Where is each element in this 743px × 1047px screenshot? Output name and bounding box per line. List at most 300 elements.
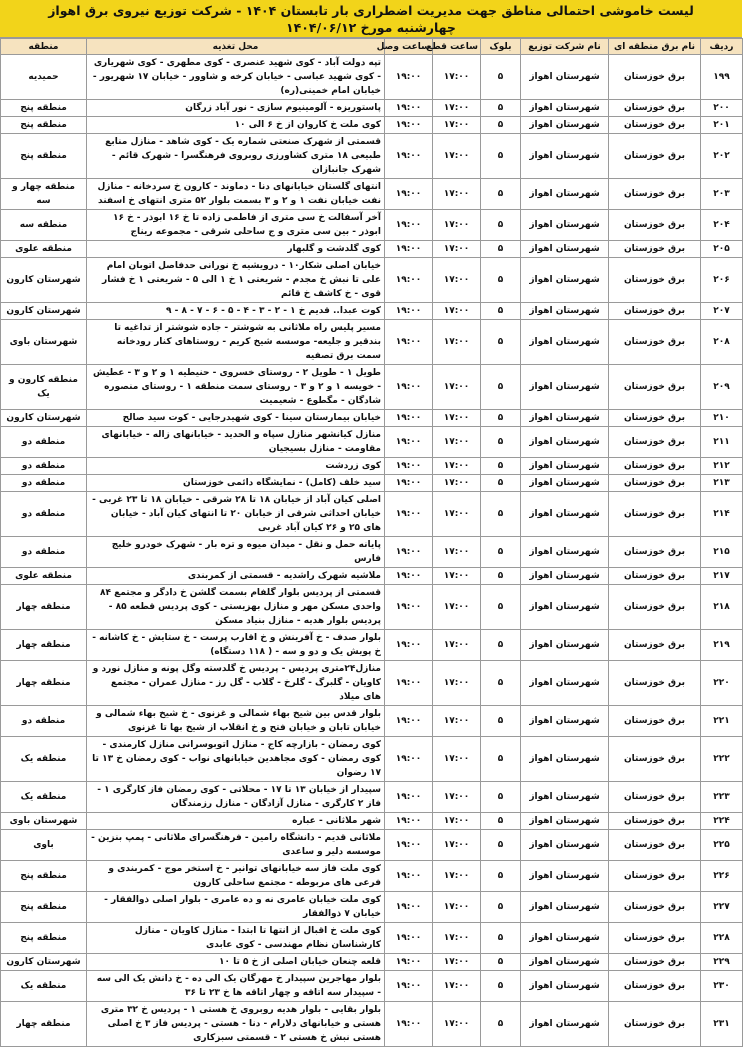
table-row: [1, 661, 743, 706]
cell-region: منطقه دو: [1, 427, 87, 458]
cell-row-number: ۲۰۰: [701, 100, 743, 117]
cell-regional-utility: برق خوزستان: [609, 117, 701, 134]
cell-region: منطقه چهار: [1, 661, 87, 706]
table-row: [1, 737, 743, 782]
cell-block: ۵: [481, 737, 521, 782]
cell-block: ۵: [481, 427, 521, 458]
cell-restore-time: ۱۹:۰۰: [385, 410, 433, 427]
cell-region: منطقه پنج: [1, 892, 87, 923]
cell-row-number: ۲۲۰: [701, 661, 743, 706]
cell-row-number: ۲۱۰: [701, 410, 743, 427]
cell-regional-utility: برق خوزستان: [609, 661, 701, 706]
cell-feed-location: تپه دولت آباد - کوی شهید عنصری - کوی مطهری - کوی شهریاری - کوی شهید عباسی - خیابان کرخه و شاوور - خیابان ۱۷ شهریور - خیابان امام خمینی(ره): [87, 55, 385, 100]
cell-distribution-company: شهرستان اهواز: [521, 892, 609, 923]
cell-region: منطقه یک: [1, 737, 87, 782]
cell-feed-location: قسمتی از شهرک صنعتی شماره یک - کوی شاهد - منازل منابع طبیعی ۱۸ متری کشاورزی روبروی فرهنگسرا - شهرک قائم - شهرک جانبازان: [87, 134, 385, 179]
col-header-region: منطقه: [1, 39, 87, 55]
cell-cut-time: ۱۷:۰۰: [433, 458, 481, 475]
cell-feed-location: سپیدار از خیابان ۱۳ تا ۱۷ - محلاتی - کوی رمضان فاز کارگری ۱ - فاز ۲ کارگری - منازل آزادگان - منازل رزمندگان: [87, 782, 385, 813]
cell-distribution-company: شهرستان اهواز: [521, 210, 609, 241]
cell-regional-utility: برق خوزستان: [609, 55, 701, 100]
table-row: [1, 365, 743, 410]
cell-regional-utility: برق خوزستان: [609, 568, 701, 585]
table-row: [1, 410, 743, 427]
cell-regional-utility: برق خوزستان: [609, 365, 701, 410]
cell-restore-time: ۱۹:۰۰: [385, 585, 433, 630]
cell-feed-location: کوی ملت خ کاروان از خ ۶ الی ۱۰: [87, 117, 385, 134]
table-row: [1, 830, 743, 861]
cell-cut-time: ۱۷:۰۰: [433, 241, 481, 258]
table-row: [1, 971, 743, 1002]
table-row: [1, 706, 743, 737]
table-row: [1, 100, 743, 117]
header-row: [1, 39, 743, 55]
cell-feed-location: بلوار بقایی - بلوار هدیه روبروی خ هستی ۱ - پردیس خ ۳۲ متری هستی و خیابانهای دلارام - دنا - هستی - پردیس فاز ۳ خ اصلی هستی نبش خ هستی ۲ - قسمتی سبزکاری: [87, 1002, 385, 1047]
cell-restore-time: ۱۹:۰۰: [385, 475, 433, 492]
table-row: [1, 210, 743, 241]
cell-distribution-company: شهرستان اهواز: [521, 971, 609, 1002]
cell-distribution-company: شهرستان اهواز: [521, 537, 609, 568]
cell-cut-time: ۱۷:۰۰: [433, 971, 481, 1002]
cell-row-number: ۲۱۵: [701, 537, 743, 568]
cell-block: ۵: [481, 55, 521, 100]
col-header-feed-location: محل تغذیه: [87, 39, 385, 55]
table-row: [1, 1002, 743, 1047]
cell-feed-location: ملاشیه شهرک راشدیه - قسمتی از کمربندی: [87, 568, 385, 585]
cell-region: منطقه پنج: [1, 134, 87, 179]
cell-feed-location: خیابان بیمارستان سینا - کوی شهیدرجایی - کوت سید صالح: [87, 410, 385, 427]
cell-row-number: ۲۲۷: [701, 892, 743, 923]
cell-restore-time: ۱۹:۰۰: [385, 923, 433, 954]
cell-region: منطقه علوی: [1, 568, 87, 585]
cell-block: ۵: [481, 830, 521, 861]
cell-restore-time: ۱۹:۰۰: [385, 813, 433, 830]
cell-distribution-company: شهرستان اهواز: [521, 923, 609, 954]
cell-region: شهرستان کارون: [1, 303, 87, 320]
table-row: [1, 179, 743, 210]
cell-cut-time: ۱۷:۰۰: [433, 830, 481, 861]
cell-row-number: ۱۹۹: [701, 55, 743, 100]
col-header-restore-time: ساعت وصل: [385, 39, 433, 55]
document-date: چهارشنبه مورخ ۱۴۰۴/۰۶/۱۲: [286, 20, 456, 35]
col-header-regional-utility: نام برق منطقه ای: [609, 39, 701, 55]
cell-regional-utility: برق خوزستان: [609, 892, 701, 923]
cell-block: ۵: [481, 320, 521, 365]
cell-distribution-company: شهرستان اهواز: [521, 1002, 609, 1047]
cell-block: ۵: [481, 630, 521, 661]
cell-feed-location: اصلی کیان آباد از خیابان ۱۸ تا ۲۸ شرقی - خیابان ۱۸ تا ۲۳ غربی - خیابان احداثی شرقی از خیابان ۲۰ تا انتهای کیان آباد - خیابان های ۲۵ و ۲۶ کیان آباد غربی: [87, 492, 385, 537]
cell-feed-location: انتهای گلستان خیابانهای دنا - دماوند - کارون خ سردخانه - منازل نفت خیابان نفت ۱ و ۲ و ۳ بسمت بلوار ۵۲ متری انتهای خ اسفند: [87, 179, 385, 210]
cell-block: ۵: [481, 661, 521, 706]
cell-row-number: ۲۰۳: [701, 179, 743, 210]
cell-regional-utility: برق خوزستان: [609, 427, 701, 458]
cell-block: ۵: [481, 303, 521, 320]
cell-restore-time: ۱۹:۰۰: [385, 954, 433, 971]
table-row: [1, 258, 743, 303]
cell-feed-location: شهر ملاثانی - عباره: [87, 813, 385, 830]
cell-distribution-company: شهرستان اهواز: [521, 458, 609, 475]
cell-row-number: ۲۱۷: [701, 568, 743, 585]
cell-cut-time: ۱۷:۰۰: [433, 661, 481, 706]
cell-region: منطقه سه: [1, 210, 87, 241]
cell-region: شهرستان باوی: [1, 320, 87, 365]
cell-block: ۵: [481, 706, 521, 737]
cell-region: منطقه دو: [1, 537, 87, 568]
cell-feed-location: منازل کیانشهر منازل سپاه و الحدید - خیابانهای زاله - خیابانهای مقاومت - منازل بسیجیان: [87, 427, 385, 458]
cell-feed-location: بلوار صدف - خ آفرینش و خ اقارب پرست - خ ستایش - خ کاشانه - خ پویش یک و دو و سه - ( ۱۱۸ دستگاه): [87, 630, 385, 661]
cell-cut-time: ۱۷:۰۰: [433, 117, 481, 134]
cell-block: ۵: [481, 210, 521, 241]
cell-region: منطقه چهار و سه: [1, 179, 87, 210]
cell-feed-location: کوی رمضان - بازارچه کاج - منازل اتوبوسرانی منازل کارمندی - کوی رمضان - کوی مجاهدین خیابانهای نواب - کوی رمضان خ ۱۳ تا ۱۷ رضوان: [87, 737, 385, 782]
cell-cut-time: ۱۷:۰۰: [433, 179, 481, 210]
cell-block: ۵: [481, 923, 521, 954]
cell-region: منطقه دو: [1, 706, 87, 737]
cell-row-number: ۲۲۳: [701, 782, 743, 813]
cell-distribution-company: شهرستان اهواز: [521, 568, 609, 585]
cell-region: شهرستان کارون: [1, 410, 87, 427]
cell-block: ۵: [481, 971, 521, 1002]
cell-regional-utility: برق خوزستان: [609, 475, 701, 492]
cell-cut-time: ۱۷:۰۰: [433, 210, 481, 241]
table-row: [1, 923, 743, 954]
cell-distribution-company: شهرستان اهواز: [521, 630, 609, 661]
cell-cut-time: ۱۷:۰۰: [433, 568, 481, 585]
cell-feed-location: کوی ملت خ اقبال از انتها تا ابتدا - منازل کاویان - منازل کارشناسان نظام مهندسی - کوی عابدی: [87, 923, 385, 954]
cell-cut-time: ۱۷:۰۰: [433, 258, 481, 303]
cell-distribution-company: شهرستان اهواز: [521, 813, 609, 830]
cell-restore-time: ۱۹:۰۰: [385, 537, 433, 568]
cell-cut-time: ۱۷:۰۰: [433, 782, 481, 813]
cell-regional-utility: برق خوزستان: [609, 179, 701, 210]
cell-block: ۵: [481, 585, 521, 630]
cell-distribution-company: شهرستان اهواز: [521, 706, 609, 737]
cell-distribution-company: شهرستان اهواز: [521, 134, 609, 179]
cell-restore-time: ۱۹:۰۰: [385, 134, 433, 179]
cell-region: منطقه علوی: [1, 241, 87, 258]
document-title: لیست خاموشی احتمالی مناطق جهت مدیریت اضطراری بار تابستان ۱۴۰۴ - شرکت توزیع نیروی برق اهواز: [48, 3, 694, 18]
cell-block: ۵: [481, 475, 521, 492]
cell-distribution-company: شهرستان اهواز: [521, 492, 609, 537]
cell-block: ۵: [481, 492, 521, 537]
cell-feed-location: خیابان اصلی شکار۱۰ - درویشیه خ نورانی حدفاصل اتوبان امام علی تا نبش خ مجدم - شریعتی ۱ خ ۱ الی ۵ - شریعتی ۱ خ فشار قوی - خ کاشف خ قائم: [87, 258, 385, 303]
table-row: [1, 458, 743, 475]
cell-region: باوی: [1, 830, 87, 861]
cell-row-number: ۲۰۴: [701, 210, 743, 241]
cell-restore-time: ۱۹:۰۰: [385, 365, 433, 410]
cell-region: منطقه یک: [1, 782, 87, 813]
table-row: [1, 954, 743, 971]
cell-cut-time: ۱۷:۰۰: [433, 923, 481, 954]
cell-region: منطقه چهار: [1, 1002, 87, 1047]
cell-feed-location: ملاثانی قدیم - دانشگاه رامین - فرهنگسرای ملاثانی - پمپ بنزین - موسسه دلیر و ساعدی: [87, 830, 385, 861]
cell-feed-location: سید خلف (کامل) - نمایشگاه دائمی خوزستان: [87, 475, 385, 492]
cell-distribution-company: شهرستان اهواز: [521, 117, 609, 134]
cell-block: ۵: [481, 100, 521, 117]
cell-restore-time: ۱۹:۰۰: [385, 210, 433, 241]
table-row: [1, 134, 743, 179]
cell-row-number: ۲۳۰: [701, 971, 743, 1002]
cell-row-number: ۲۱۴: [701, 492, 743, 537]
cell-region: منطقه پنج: [1, 100, 87, 117]
cell-regional-utility: برق خوزستان: [609, 706, 701, 737]
cell-row-number: ۲۰۷: [701, 303, 743, 320]
cell-region: منطقه دو: [1, 492, 87, 537]
cell-distribution-company: شهرستان اهواز: [521, 861, 609, 892]
cell-row-number: ۲۳۱: [701, 1002, 743, 1047]
cell-cut-time: ۱۷:۰۰: [433, 303, 481, 320]
cell-restore-time: ۱۹:۰۰: [385, 706, 433, 737]
cell-row-number: ۲۲۸: [701, 923, 743, 954]
cell-row-number: ۲۲۴: [701, 813, 743, 830]
cell-block: ۵: [481, 134, 521, 179]
cell-cut-time: ۱۷:۰۰: [433, 134, 481, 179]
cell-regional-utility: برق خوزستان: [609, 320, 701, 365]
cell-regional-utility: برق خوزستان: [609, 813, 701, 830]
cell-row-number: ۲۰۲: [701, 134, 743, 179]
cell-distribution-company: شهرستان اهواز: [521, 954, 609, 971]
cell-regional-utility: برق خوزستان: [609, 1002, 701, 1047]
cell-restore-time: ۱۹:۰۰: [385, 258, 433, 303]
table-row: [1, 861, 743, 892]
cell-cut-time: ۱۷:۰۰: [433, 706, 481, 737]
cell-cut-time: ۱۷:۰۰: [433, 427, 481, 458]
cell-restore-time: ۱۹:۰۰: [385, 568, 433, 585]
cell-distribution-company: شهرستان اهواز: [521, 303, 609, 320]
outage-table: [0, 38, 743, 1047]
cell-regional-utility: برق خوزستان: [609, 458, 701, 475]
cell-block: ۵: [481, 241, 521, 258]
cell-feed-location: کوی گلدشت و گلبهار: [87, 241, 385, 258]
cell-restore-time: ۱۹:۰۰: [385, 179, 433, 210]
cell-distribution-company: شهرستان اهواز: [521, 410, 609, 427]
cell-regional-utility: برق خوزستان: [609, 861, 701, 892]
cell-cut-time: ۱۷:۰۰: [433, 630, 481, 661]
cell-row-number: ۲۲۱: [701, 706, 743, 737]
cell-regional-utility: برق خوزستان: [609, 923, 701, 954]
cell-block: ۵: [481, 782, 521, 813]
cell-feed-location: بلوار قدس بین شیخ بهاء شمالی و غزنوی - خ شیخ بهاء شمالی و خیابان تابان و خیابان فتح و خ انقلاب از شیخ بها تا غزنوی: [87, 706, 385, 737]
cell-feed-location: بلوار مهاجرین سپیدار خ مهرگان یک الی ده - خ دانش یک الی سه - سپیدار سه اتاقه و چهار اتاقه ها خ ۲۳ تا ۳۶: [87, 971, 385, 1002]
cell-distribution-company: شهرستان اهواز: [521, 475, 609, 492]
cell-row-number: ۲۱۸: [701, 585, 743, 630]
cell-cut-time: ۱۷:۰۰: [433, 737, 481, 782]
cell-block: ۵: [481, 537, 521, 568]
cell-feed-location: قسمتی از پردیس بلوار گلفام بسمت گلشن خ دادگر و مجتمع ۸۴ واحدی مسکن مهر و منازل بهزیستی - کوی پردیس قطعه ۸۵ - پردیس بلوار هدیه - منازل بنیاد مسکن: [87, 585, 385, 630]
cell-cut-time: ۱۷:۰۰: [433, 100, 481, 117]
cell-block: ۵: [481, 458, 521, 475]
cell-regional-utility: برق خوزستان: [609, 782, 701, 813]
table-row: [1, 782, 743, 813]
table-row: [1, 537, 743, 568]
cell-region: منطقه دو: [1, 458, 87, 475]
table-row: [1, 892, 743, 923]
cell-block: ۵: [481, 410, 521, 427]
cell-cut-time: ۱۷:۰۰: [433, 365, 481, 410]
cell-cut-time: ۱۷:۰۰: [433, 861, 481, 892]
cell-row-number: ۲۰۹: [701, 365, 743, 410]
cell-restore-time: ۱۹:۰۰: [385, 892, 433, 923]
table-row: [1, 55, 743, 100]
cell-cut-time: ۱۷:۰۰: [433, 475, 481, 492]
cell-distribution-company: شهرستان اهواز: [521, 100, 609, 117]
cell-feed-location: پاستوریزه - آلومینیوم سازی - نور آباد زرگان: [87, 100, 385, 117]
cell-restore-time: ۱۹:۰۰: [385, 861, 433, 892]
col-header-row-number: ردیف: [701, 39, 743, 55]
cell-region: منطقه کارون و یک: [1, 365, 87, 410]
cell-row-number: ۲۰۵: [701, 241, 743, 258]
table-row: [1, 320, 743, 365]
cell-row-number: ۲۲۶: [701, 861, 743, 892]
cell-distribution-company: شهرستان اهواز: [521, 737, 609, 782]
col-header-block: بلوک: [481, 39, 521, 55]
cell-restore-time: ۱۹:۰۰: [385, 320, 433, 365]
cell-restore-time: ۱۹:۰۰: [385, 303, 433, 320]
cell-region: منطقه پنج: [1, 117, 87, 134]
cell-distribution-company: شهرستان اهواز: [521, 830, 609, 861]
cell-cut-time: ۱۷:۰۰: [433, 410, 481, 427]
cell-region: منطقه پنج: [1, 861, 87, 892]
cell-block: ۵: [481, 568, 521, 585]
cell-region: منطقه پنج: [1, 923, 87, 954]
cell-regional-utility: برق خوزستان: [609, 410, 701, 427]
cell-cut-time: ۱۷:۰۰: [433, 585, 481, 630]
cell-row-number: ۲۱۳: [701, 475, 743, 492]
table-row: [1, 427, 743, 458]
cell-block: ۵: [481, 954, 521, 971]
col-header-cut-time: ساعت قطع: [433, 39, 481, 55]
table-row: [1, 241, 743, 258]
cell-cut-time: ۱۷:۰۰: [433, 492, 481, 537]
table-row: [1, 117, 743, 134]
cell-feed-location: کوی زردشت: [87, 458, 385, 475]
cell-region: منطقه چهار: [1, 630, 87, 661]
cell-row-number: ۲۰۱: [701, 117, 743, 134]
cell-restore-time: ۱۹:۰۰: [385, 782, 433, 813]
cell-distribution-company: شهرستان اهواز: [521, 320, 609, 365]
cell-regional-utility: برق خوزستان: [609, 737, 701, 782]
cell-cut-time: ۱۷:۰۰: [433, 55, 481, 100]
cell-distribution-company: شهرستان اهواز: [521, 365, 609, 410]
cell-distribution-company: شهرستان اهواز: [521, 258, 609, 303]
cell-row-number: ۲۲۹: [701, 954, 743, 971]
table-row: [1, 492, 743, 537]
cell-block: ۵: [481, 179, 521, 210]
cell-row-number: ۲۰۸: [701, 320, 743, 365]
cell-regional-utility: برق خوزستان: [609, 100, 701, 117]
cell-regional-utility: برق خوزستان: [609, 241, 701, 258]
cell-restore-time: ۱۹:۰۰: [385, 427, 433, 458]
cell-distribution-company: شهرستان اهواز: [521, 55, 609, 100]
cell-region: منطقه چهار: [1, 585, 87, 630]
cell-region: منطقه دو: [1, 475, 87, 492]
cell-cut-time: ۱۷:۰۰: [433, 320, 481, 365]
cell-restore-time: ۱۹:۰۰: [385, 1002, 433, 1047]
cell-region: شهرستان باوی: [1, 813, 87, 830]
cell-distribution-company: شهرستان اهواز: [521, 661, 609, 706]
cell-block: ۵: [481, 117, 521, 134]
cell-distribution-company: شهرستان اهواز: [521, 585, 609, 630]
cell-regional-utility: برق خوزستان: [609, 303, 701, 320]
cell-restore-time: ۱۹:۰۰: [385, 830, 433, 861]
cell-region: شهرستان کارون: [1, 954, 87, 971]
cell-row-number: ۲۱۲: [701, 458, 743, 475]
table-row: [1, 585, 743, 630]
cell-cut-time: ۱۷:۰۰: [433, 954, 481, 971]
cell-regional-utility: برق خوزستان: [609, 971, 701, 1002]
cell-feed-location: مسیر پلیس راه ملاثانی به شوشتر - جاده شوشتر از تداغیه تا بندقیر و جلیعه- موسسه شیخ کریم - روستاهای کنار رودخانه سمت برق تصفیه: [87, 320, 385, 365]
cell-cut-time: ۱۷:۰۰: [433, 1002, 481, 1047]
cell-block: ۵: [481, 813, 521, 830]
cell-regional-utility: برق خوزستان: [609, 537, 701, 568]
cell-region: شهرستان کارون: [1, 258, 87, 303]
cell-regional-utility: برق خوزستان: [609, 954, 701, 971]
cell-cut-time: ۱۷:۰۰: [433, 892, 481, 923]
col-header-distribution-company: نام شرکت توزیع: [521, 39, 609, 55]
cell-region: منطقه یک: [1, 971, 87, 1002]
cell-restore-time: ۱۹:۰۰: [385, 661, 433, 706]
table-row: [1, 303, 743, 320]
cell-restore-time: ۱۹:۰۰: [385, 117, 433, 134]
cell-row-number: ۲۰۶: [701, 258, 743, 303]
cell-distribution-company: شهرستان اهواز: [521, 782, 609, 813]
cell-regional-utility: برق خوزستان: [609, 630, 701, 661]
cell-regional-utility: برق خوزستان: [609, 210, 701, 241]
cell-restore-time: ۱۹:۰۰: [385, 630, 433, 661]
cell-restore-time: ۱۹:۰۰: [385, 100, 433, 117]
cell-block: ۵: [481, 365, 521, 410]
cell-distribution-company: شهرستان اهواز: [521, 179, 609, 210]
cell-regional-utility: برق خوزستان: [609, 492, 701, 537]
cell-regional-utility: برق خوزستان: [609, 830, 701, 861]
cell-restore-time: ۱۹:۰۰: [385, 971, 433, 1002]
cell-row-number: ۲۲۲: [701, 737, 743, 782]
cell-block: ۵: [481, 861, 521, 892]
table-row: [1, 813, 743, 830]
table-row: [1, 630, 743, 661]
cell-feed-location: طویل ۱ - طویل ۲ - روستای خسروی - حنیطیه ۱ و ۲ و ۳ - عطیش - خویسه ۱ و ۲ و ۳ - روستای سمت منطقه ۱ - روستای منصوره شادگان - مگطوع - شعیمیت: [87, 365, 385, 410]
cell-block: ۵: [481, 892, 521, 923]
cell-feed-location: قلعه چنعان خیابان اصلی از خ ۵ تا ۱۰: [87, 954, 385, 971]
cell-row-number: ۲۱۹: [701, 630, 743, 661]
cell-row-number: ۲۲۵: [701, 830, 743, 861]
cell-restore-time: ۱۹:۰۰: [385, 55, 433, 100]
cell-feed-location: کوی ملت فاز سه خیابانهای توانیر - خ استخر موج - کمربندی و فرعی های مربوطه - مجتمع ساحلی کارون: [87, 861, 385, 892]
cell-cut-time: ۱۷:۰۰: [433, 813, 481, 830]
cell-cut-time: ۱۷:۰۰: [433, 537, 481, 568]
cell-restore-time: ۱۹:۰۰: [385, 241, 433, 258]
cell-regional-utility: برق خوزستان: [609, 585, 701, 630]
cell-regional-utility: برق خوزستان: [609, 134, 701, 179]
cell-row-number: ۲۱۱: [701, 427, 743, 458]
cell-restore-time: ۱۹:۰۰: [385, 458, 433, 475]
title-band: [0, 0, 742, 38]
cell-block: ۵: [481, 1002, 521, 1047]
cell-feed-location: منازل۲۴متری پردیس - پردیس خ گلدسته وگل پونه و منازل نورد و کاویان - گلبرگ - گلرخ - گلاب - گل رز - منازل عمران - مجتمع های میلاد: [87, 661, 385, 706]
cell-feed-location: آخر آسفالت خ سی متری از فاطمی زاده تا خ ۱۶ ابوذر - خ ۱۶ ابوذر - بین سی متری و ج ساحلی شرقی - مجموعه ریناج: [87, 210, 385, 241]
cell-feed-location: پایانه حمل و نقل - میدان میوه و تره بار - شهرک خودرو خلیج فارس: [87, 537, 385, 568]
cell-distribution-company: شهرستان اهواز: [521, 241, 609, 258]
cell-restore-time: ۱۹:۰۰: [385, 737, 433, 782]
cell-regional-utility: برق خوزستان: [609, 258, 701, 303]
cell-restore-time: ۱۹:۰۰: [385, 492, 433, 537]
cell-region: حمیدیه: [1, 55, 87, 100]
cell-feed-location: کوت عبدا.. قدیم خ ۱ - ۲ - ۳ - ۴ - ۵ - ۶ - ۷ - ۸ - ۹: [87, 303, 385, 320]
cell-block: ۵: [481, 258, 521, 303]
table-row: [1, 475, 743, 492]
table-row: [1, 568, 743, 585]
cell-distribution-company: شهرستان اهواز: [521, 427, 609, 458]
